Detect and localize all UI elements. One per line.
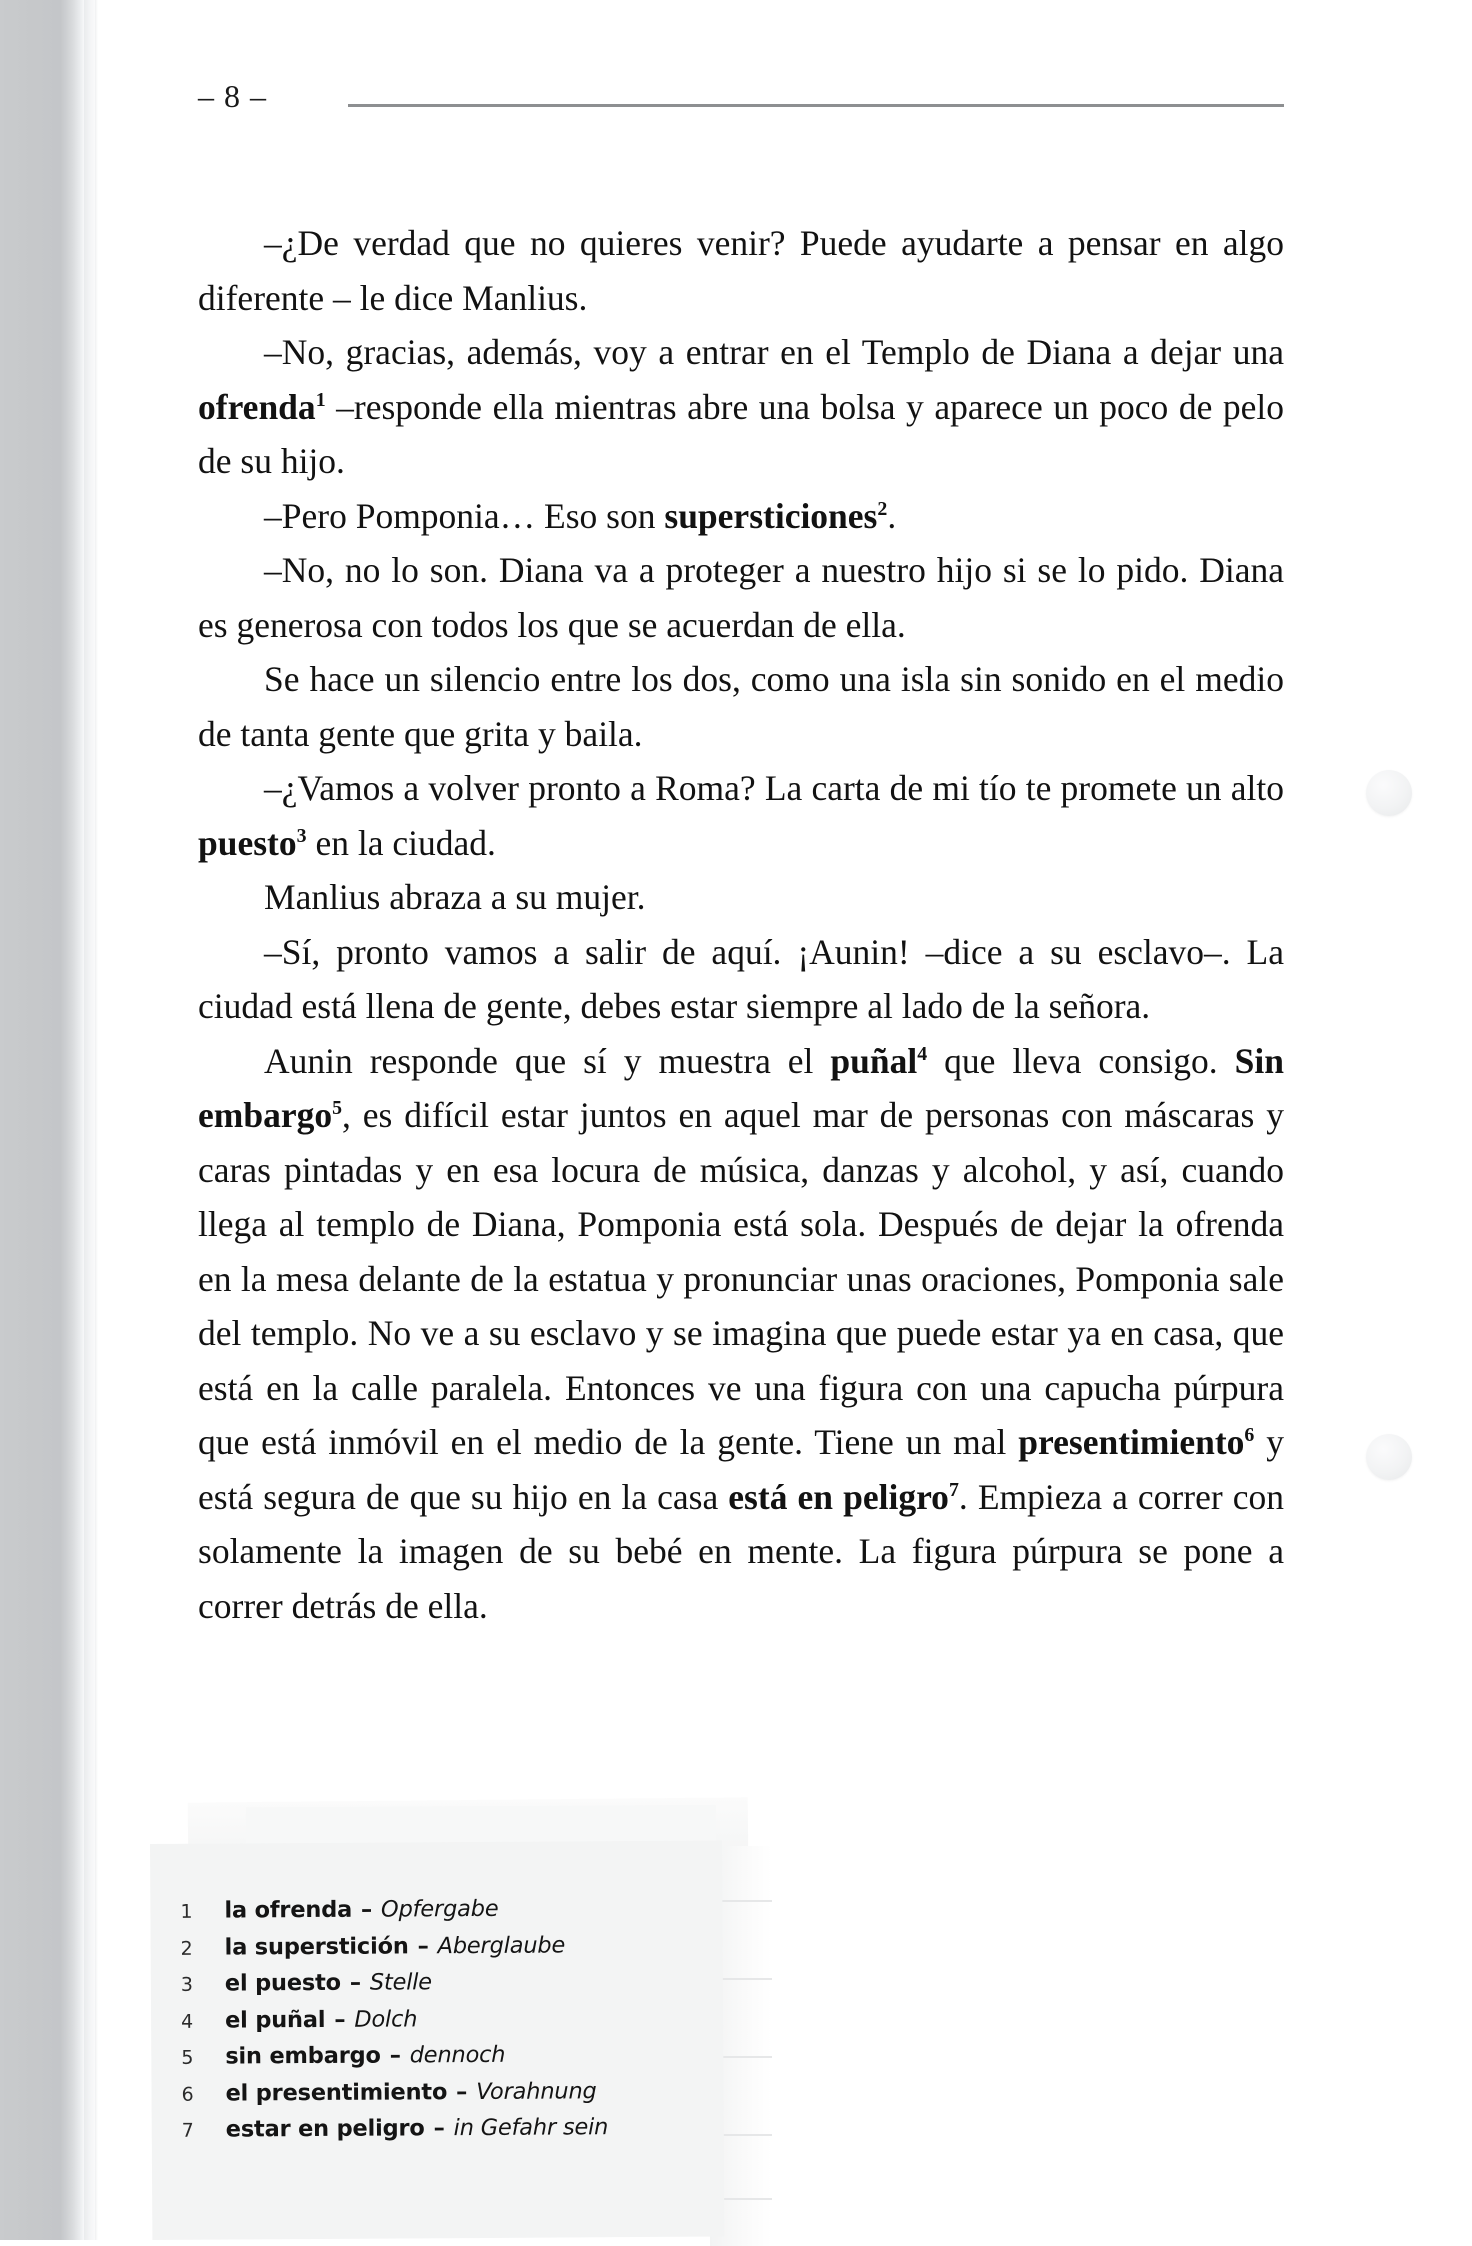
footnote-item <box>180 1895 700 1935</box>
footnote-item <box>181 1968 701 2008</box>
text-run: –No, no lo son. Diana va a proteger a nuestro hijo si se lo pido. Diana es generosa con todos los que se acuerdan de ella. <box>198 550 1284 645</box>
body-paragraph <box>198 1034 1284 1634</box>
page-folio-number: – 8 – <box>198 78 267 114</box>
body-paragraph <box>198 489 1284 544</box>
footnote-item <box>182 2114 702 2154</box>
text-run: que lleva consigo. <box>927 1040 1235 1081</box>
footnote-item <box>181 2004 701 2044</box>
footnote-text <box>224 1896 498 1924</box>
footnote-number: 1 <box>180 1900 193 1923</box>
footnote-term: el puñal <box>224 2006 326 2034</box>
glossary-term: supersticiones <box>664 495 878 536</box>
glossary-term: presentimiento <box>1018 1422 1245 1462</box>
text-run: Manlius abraza a su mujer. <box>264 877 646 917</box>
glossary-term: ofrenda <box>198 386 316 427</box>
footnote-text <box>225 2006 417 2033</box>
footnote-translation: Opfergabe <box>380 1895 499 1923</box>
footnote-term: el puesto <box>224 1969 341 1997</box>
text-run: –Sí, pronto vamos a salir de aquí. ¡Aunin! –dice a su esclavo–. La ciudad está llena de gente, debes estar siempre al lado de la señora. <box>198 931 1284 1026</box>
footnote-translation: dennoch <box>409 2041 506 2069</box>
footnote-text <box>225 1969 432 1996</box>
footnote-reference: 5 <box>332 1097 343 1120</box>
footnote-reference: 7 <box>948 1478 959 1501</box>
footnote-number: 2 <box>180 1937 193 1960</box>
header-divider-rule <box>348 104 1284 107</box>
footnote-dash: – <box>360 1896 373 1923</box>
footnote-item <box>181 1931 701 1971</box>
binder-hole-icon-top <box>1366 770 1412 816</box>
text-run: –No, gracias, además, voy a entrar en el Templo de Diana a dejar una <box>264 332 1284 372</box>
footnote-number: 4 <box>181 2010 194 2033</box>
footnote-list <box>180 1895 702 2154</box>
footnote-paper-stack <box>150 1800 790 2240</box>
text-run: Aunin responde que sí y muestra el <box>264 1040 831 1081</box>
footnote-number: 7 <box>181 2119 194 2142</box>
footnote-term: la ofrenda <box>224 1896 353 1924</box>
footnote-term: sin embargo <box>225 2042 381 2070</box>
footnote-reference: 6 <box>1244 1424 1255 1447</box>
footnote-dash: – <box>334 2006 346 2033</box>
body-paragraph <box>198 543 1284 652</box>
binder-hole-icon-bottom <box>1366 1434 1412 1480</box>
text-run: . Empieza a correr con solamente la imagen de su bebé en mente. La figura púrpura se pone a correr detrás de ella. <box>198 1476 1284 1626</box>
footnote-translation: Aberglaube <box>437 1931 566 1959</box>
body-paragraph <box>198 870 1284 925</box>
body-text-column <box>198 216 1284 1633</box>
footnote-number: 3 <box>180 1973 194 1996</box>
footnote-text <box>225 2078 596 2106</box>
footnote-card <box>150 1841 724 2240</box>
footnote-reference: 2 <box>877 497 888 520</box>
footnote-number: 6 <box>181 2083 194 2106</box>
footnote-text <box>226 2114 609 2142</box>
footnote-card-inner <box>150 1841 724 2240</box>
body-paragraph <box>198 761 1284 870</box>
footnote-item <box>181 2041 701 2081</box>
text-run: . <box>887 495 897 536</box>
text-run: y está segura de que su hijo en la casa <box>198 1422 1285 1517</box>
footnote-text <box>225 2042 505 2070</box>
footnote-term: estar en peligro <box>225 2115 425 2143</box>
footnote-translation: Vorahnung <box>476 2077 597 2105</box>
footnote-translation: Stelle <box>369 1969 432 1996</box>
binding-gutter-shadow <box>0 0 84 2240</box>
text-run: en la ciudad. <box>306 822 496 863</box>
body-paragraph <box>198 652 1284 761</box>
footnote-item <box>181 2077 701 2117</box>
text-run: –¿De verdad que no quieres venir? Puede ayudarte a pensar en algo diferente – le dice Manlius. <box>198 223 1284 318</box>
glossary-term: Sin embargo <box>198 1040 1284 1135</box>
glossary-term: puesto <box>198 822 297 863</box>
footnote-reference: 4 <box>917 1042 928 1065</box>
glossary-term: puñal <box>830 1040 918 1081</box>
text-run: –responde ella mientras abre una bolsa y aparece un poco de pelo de su hijo. <box>198 386 1284 481</box>
footnote-dash: – <box>389 2042 401 2069</box>
footnote-number: 5 <box>181 2046 194 2069</box>
footnote-dash: – <box>433 2115 445 2142</box>
page-crease <box>95 0 98 2240</box>
body-paragraph <box>198 325 1284 489</box>
footnote-translation: in Gefahr sein <box>453 2114 609 2142</box>
footnote-term: la superstición <box>224 1932 409 1961</box>
footnote-text <box>225 1932 566 1960</box>
footnote-reference: 1 <box>315 388 326 411</box>
text-run: –Pero Pomponia… Eso son <box>264 495 665 536</box>
footnote-translation: Dolch <box>354 2005 418 2033</box>
footnote-dash: – <box>456 2078 468 2105</box>
text-run: , es difícil estar juntos en aquel mar de personas con máscaras y caras pintadas y en esa locura de música, danzas y alcohol, y así, cuando llega al templo de Diana, Pomponia está sola. Después de dejar la ofrenda en la mesa delante de la estatua y pronunciar unas oraciones, Pomponia sale del templo. No ve a su esclavo y se imagina que puede estar ya en casa, que está en la calle paralela. Entonces ve una figura con una capucha púrpura que está inmóvil en el medio de la gente. Tiene un mal <box>198 1095 1284 1462</box>
page-header <box>0 0 1472 150</box>
glossary-term: está en peligro <box>728 1476 949 1517</box>
text-run: –¿Vamos a volver pronto a Roma? La carta de mi tío te promete un alto <box>264 768 1284 808</box>
body-paragraph <box>198 216 1284 325</box>
footnote-term: el presentimiento <box>225 2078 448 2107</box>
text-run: Se hace un silencio entre los dos, como una isla sin sonido en el medio de tanta gente que grita y baila. <box>198 659 1284 754</box>
footnote-dash: – <box>349 1969 361 1996</box>
footnote-dash: – <box>417 1932 429 1959</box>
body-paragraph <box>198 925 1284 1034</box>
footnote-reference: 3 <box>296 824 307 847</box>
